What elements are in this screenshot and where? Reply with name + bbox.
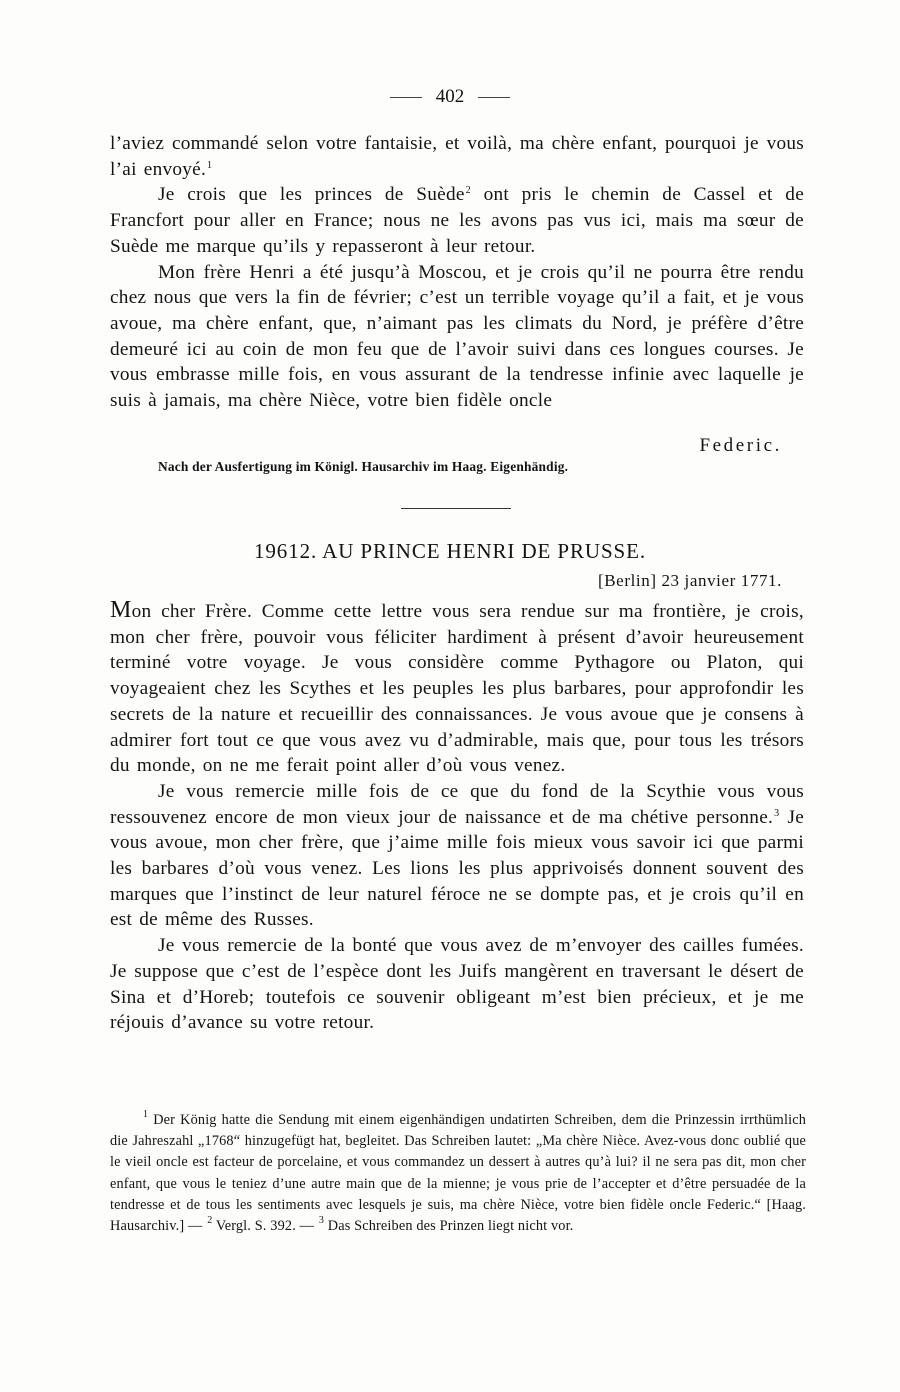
- paragraph-text: Je crois que les princes de Suède: [158, 184, 465, 206]
- footnote-marker: 2: [465, 185, 471, 197]
- letter-paragraph-3: Je vous remercie de la bonté que vous avez de m’envoyer des cailles fumées. Je suppose que c’est de l’espèce dont les Juifs mangèrent en traversant le désert de Sina et d’Horeb; toutefois ce souvenir obligeant m’est bien précieux, et je me réjouis d’avance su votre retour.: [110, 935, 804, 1034]
- footnote-number: 1: [143, 1109, 149, 1120]
- footnote-1: Der König hatte die Sendung mit einem eigenhändigen undatirten Schreiben, dem die Prinzessin irrthümlich die Jahreszahl „1768“ hinzugefügt hat, begleitet. Das Schreiben lautet: „Ma chère Nièce. Avez-vous donc oublié que le vieil oncle est facteur de porcelaine, et vous commandez un dessert à autres qu’à lui? il ne sera pas dit, mon cher enfant, que vous le teniez d’une autre main que de la mienne; je vous prie de l’accepter et d’être persuadée de la tendresse et de tous les sentiments avec lesquels je suis, ma chère Nièce, votre bien fidèle oncle Federic.“ [Haag. Hausarchiv.] —: [110, 1112, 806, 1235]
- previous-letter-ending: [110, 131, 804, 414]
- paragraph-text: Je vous avoue, mon cher frère, que j’aime mille fois mieux vous savoir ici que parmi les barbares d’où vous venez. Les lions les plus apprivoisés donnent souvent des marques que l’instinct de leur naturel féroce ne se dompte pas, et je crois qu’il en est de même des Russes.: [110, 806, 804, 931]
- page-header: [0, 86, 900, 108]
- paragraph-text: l’aviez commandé selon votre fantaisie, et voilà, ma chère enfant, pourquoi je vous l’ai envoyé.: [110, 133, 804, 180]
- header-dash-right: [478, 97, 510, 98]
- footnote-3: Das Schreiben des Prinzen liegt nicht vor.: [327, 1218, 574, 1235]
- letter-paragraph-1: Mon cher Frère. Comme cette lettre vous sera rendue sur ma frontière, je crois, mon cher frère, pouvoir vous féliciter hardiment à présent d’avoir heureusement terminé votre voyage. Je vous considère comme Pythagore ou Platon, qui voyageaient chez les Scythes et les peuples les plus barbares, pour approfondir les secrets de la nature et recueillir des connaissances. Je vous avoue que je consens à admirer fort tout ce que vous avez vu d’admirable, mais que, pour tous les trésors du monde, on ne me ferait point aller d’où vous venez.: [110, 597, 804, 777]
- paragraph-princes: [110, 182, 804, 259]
- signature: Federic.: [699, 435, 782, 456]
- footnote-2: Vergl. S. 392. —: [215, 1218, 315, 1235]
- paragraph-henri: Mon frère Henri a été jusqu’à Moscou, et je crois qu’il ne pourra être rendu chez nous que vers la fin de février; c’est un terrible voyage qu’il a fait, et je vous avoue, ma chère enfant, que, n’aimant pas les climats du Nord, je préfère d’être demeuré ici au coin de mon feu que de l’avoir suivi dans ces longues courses. Je vous embrasse mille fois, en vous assurant de la tendresse infinie avec laquelle je suis à jamais, ma chère Nièce, votre bien fidèle oncle: [110, 261, 804, 412]
- footnote-number: 3: [318, 1215, 324, 1227]
- letter-paragraph-2: [110, 779, 804, 933]
- letter-dateline: [Berlin] 23 janvier 1771.: [597, 571, 782, 590]
- letter-heading: 19612. AU PRINCE HENRI DE PRUSSE.: [254, 539, 646, 563]
- footnote-marker: 3: [774, 807, 780, 819]
- header-dash-left: [390, 97, 422, 98]
- page-number: 402: [435, 86, 465, 107]
- source-note: Nach der Ausfertigung im Königl. Hausarchiv im Haag. Eigenhändig.: [158, 459, 569, 474]
- footnotes: [110, 1110, 806, 1237]
- paragraph-text: Je vous remercie mille fois de ce que du fond de la Scythie vous vous ressouvenez encore de mon vieux jour de naissance et de ma chétive personne.: [110, 780, 804, 828]
- footnote-number: 2: [207, 1215, 213, 1227]
- paragraph-continuation: [110, 131, 804, 182]
- section-divider: [401, 508, 511, 509]
- paragraph-text: ont pris le chemin de Cassel et de Francfort pour aller en France; nous ne les avons pas vus ici, mais ma sœur de Suède me marque qu’ils y repasseront à leur retour.: [110, 184, 805, 257]
- footnote-block: [110, 1110, 806, 1237]
- footnote-marker: 1: [207, 159, 213, 171]
- letter-body: [110, 598, 804, 1036]
